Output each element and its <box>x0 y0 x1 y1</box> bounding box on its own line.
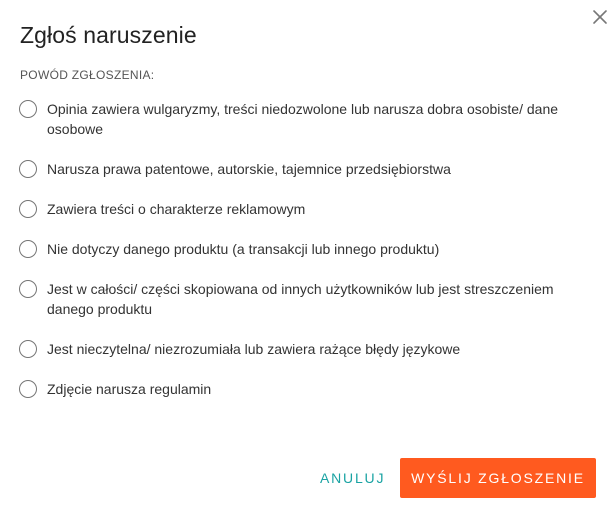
radio-button[interactable] <box>19 240 37 258</box>
reason-option-unrelated[interactable] <box>19 239 579 259</box>
reason-option-offensive[interactable] <box>19 99 579 139</box>
radio-button[interactable] <box>19 340 37 358</box>
option-label: Zawiera treści o charakterze reklamowym <box>47 201 306 217</box>
option-label: Narusza prawa patentowe, autorskie, tajemnice przedsiębiorstwa <box>47 161 451 177</box>
option-label: Jest nieczytelna/ niezrozumiała lub zawiera rażące błędy językowe <box>47 341 461 357</box>
radio-button[interactable] <box>19 100 37 118</box>
dialog-title: Zgłoś naruszenie <box>20 22 197 48</box>
option-label: Zdjęcie narusza regulamin <box>47 381 212 397</box>
dialog-actions <box>320 458 597 498</box>
option-label: Jest w całości/ części skopiowana od innych użytkowników lub jest streszczeniem danego produktu <box>47 281 554 317</box>
reason-option-photo[interactable] <box>19 379 579 399</box>
reason-option-advertising[interactable] <box>19 199 579 219</box>
radio-button[interactable] <box>19 160 37 178</box>
radio-button[interactable] <box>19 280 37 298</box>
radio-button[interactable] <box>19 380 37 398</box>
reason-option-illegible[interactable] <box>19 339 579 359</box>
reason-section-label: POWÓD ZGŁOSZENIA: <box>20 68 155 82</box>
submit-report-button[interactable]: WYŚLIJ ZGŁOSZENIE <box>400 458 596 498</box>
cancel-button[interactable]: ANULUJ <box>320 458 385 498</box>
radio-button[interactable] <box>19 200 37 218</box>
option-label: Nie dotyczy danego produktu (a transakcji lub innego produktu) <box>47 241 440 257</box>
close-icon <box>591 8 609 26</box>
reason-options <box>19 99 579 419</box>
close-button[interactable] <box>591 8 609 26</box>
reason-option-patent-rights[interactable] <box>19 159 579 179</box>
option-label: Opinia zawiera wulgaryzmy, treści niedozwolone lub narusza dobra osobiste/ dane osobowe <box>47 101 559 137</box>
reason-option-copied[interactable] <box>19 279 579 319</box>
